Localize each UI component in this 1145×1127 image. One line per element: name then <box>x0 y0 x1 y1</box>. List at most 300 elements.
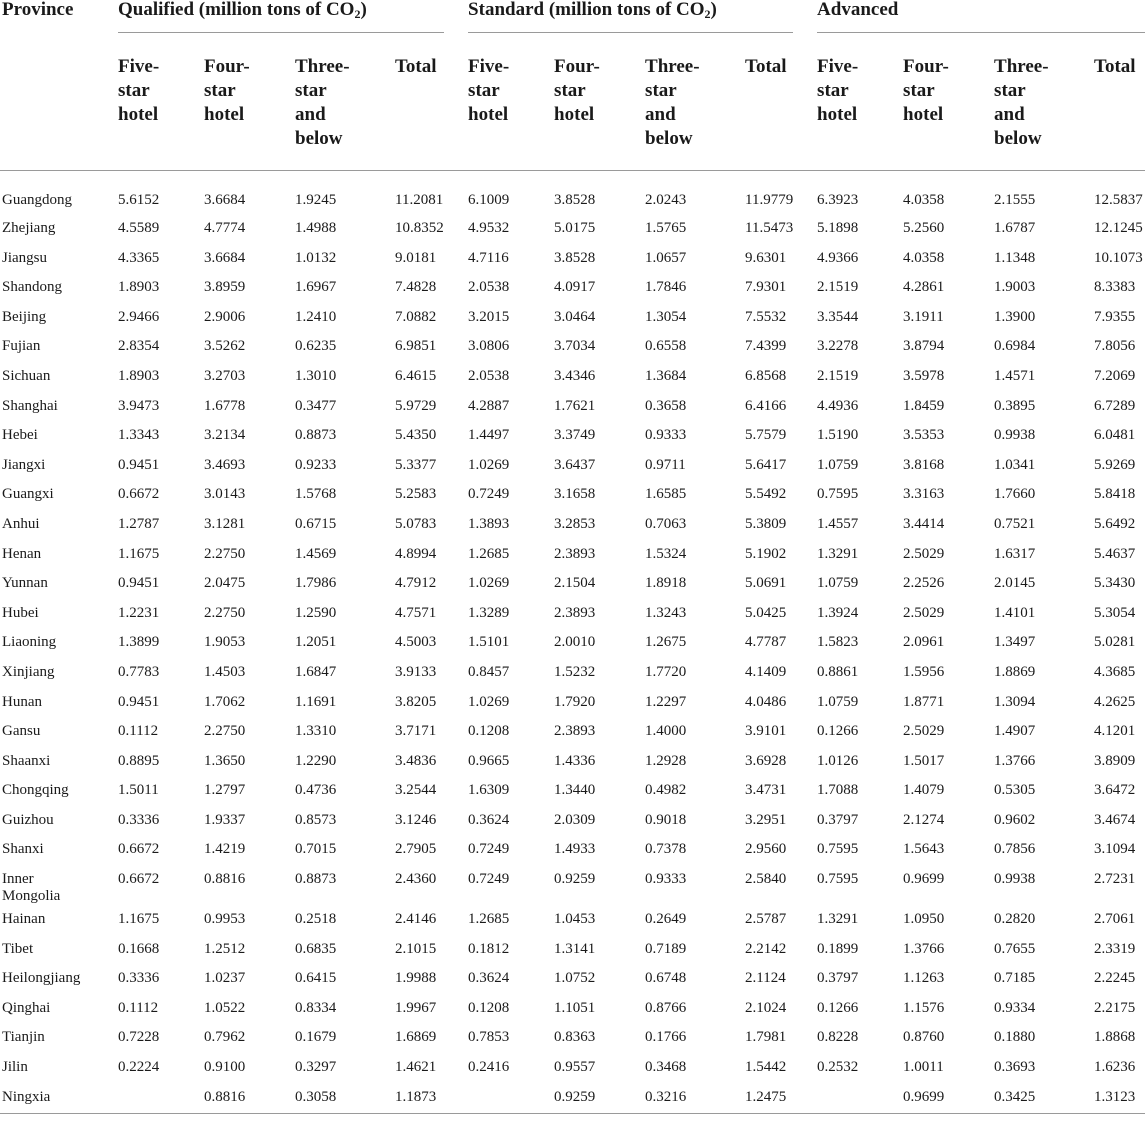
value-cell: 1.7920 <box>554 693 596 710</box>
value-cell: 1.0237 <box>204 970 246 987</box>
value-cell: 3.1246 <box>395 811 437 828</box>
value-cell: 2.3319 <box>1094 940 1136 957</box>
value-cell: 1.3243 <box>645 604 687 621</box>
value-cell: 1.0657 <box>645 249 687 266</box>
value-cell: 1.4497 <box>468 427 510 444</box>
value-cell: 6.4166 <box>745 397 787 414</box>
value-cell: 3.3163 <box>903 486 945 503</box>
value-cell <box>817 1083 903 1114</box>
value-cell: 4.0917 <box>554 279 596 296</box>
province-cell: Tianjin <box>2 1029 45 1046</box>
value-cell: 0.3624 <box>468 811 510 828</box>
value-cell: 1.8459 <box>903 397 945 414</box>
value-cell: 5.6152 <box>118 191 160 208</box>
value-cell: 0.8334 <box>295 999 337 1016</box>
group-header-advanced: Advanced <box>817 0 1145 36</box>
value-cell: 0.1668 <box>118 940 160 957</box>
value-cell: 3.2951 <box>745 811 787 828</box>
value-cell: 0.8363 <box>554 1029 596 1046</box>
table-row <box>0 451 1145 481</box>
value-cell: 7.0882 <box>395 308 437 325</box>
value-cell: 0.8861 <box>817 663 859 680</box>
value-cell: 3.9133 <box>395 663 437 680</box>
value-cell: 1.3650 <box>204 752 246 769</box>
value-cell: 0.6415 <box>295 970 337 987</box>
value-cell: 0.3216 <box>645 1083 745 1114</box>
value-cell: 6.3923 <box>817 191 859 208</box>
table-row <box>0 747 1145 777</box>
value-cell: 0.6672 <box>118 871 160 888</box>
group-header-qualified: Qualified (million tons of $CO_2$) <box>118 0 468 36</box>
value-cell: 3.8794 <box>903 338 945 355</box>
value-cell: 0.7783 <box>118 663 160 680</box>
province-cell: Jiangsu <box>2 249 47 266</box>
value-cell: 0.1208 <box>468 723 510 740</box>
value-cell: 1.0341 <box>994 456 1036 473</box>
value-cell: 1.4503 <box>204 663 246 680</box>
value-cell: 3.2544 <box>395 782 437 799</box>
value-cell: 1.7660 <box>994 486 1036 503</box>
subheader-total: Total <box>745 36 817 170</box>
value-cell: 3.1281 <box>204 515 246 532</box>
value-cell: 3.2134 <box>204 427 246 444</box>
value-cell: 0.9557 <box>554 1059 596 1076</box>
value-cell: 4.5003 <box>395 634 437 651</box>
value-cell: 3.0806 <box>468 338 510 355</box>
value-cell: 0.7015 <box>295 841 337 858</box>
value-cell: 3.7034 <box>554 338 596 355</box>
value-cell: 2.2750 <box>204 723 246 740</box>
value-cell: 5.3054 <box>1094 604 1136 621</box>
value-cell: 4.3685 <box>1094 663 1136 680</box>
value-cell: 0.7063 <box>645 515 687 532</box>
value-cell: 4.2625 <box>1094 693 1136 710</box>
table-row <box>0 332 1145 362</box>
value-cell: 3.6684 <box>204 249 246 266</box>
value-cell: 4.2861 <box>903 279 945 296</box>
value-cell: 1.7088 <box>817 782 859 799</box>
table-row <box>0 392 1145 422</box>
value-cell: 1.3497 <box>994 634 1036 651</box>
value-cell: 0.7856 <box>994 841 1036 858</box>
value-cell: 1.6778 <box>204 397 246 414</box>
value-cell: 0.7228 <box>118 1029 160 1046</box>
table-row <box>0 717 1145 747</box>
province-cell: Yunnan <box>2 575 48 592</box>
table-row <box>0 170 1145 214</box>
value-cell: 0.9259 <box>554 1083 645 1114</box>
value-cell: 1.1691 <box>295 693 337 710</box>
value-cell: 2.5787 <box>745 911 787 928</box>
value-cell: 0.1812 <box>468 940 510 957</box>
province-cell: Anhui <box>2 515 40 532</box>
value-cell: 1.0269 <box>468 693 510 710</box>
value-cell: 1.8903 <box>118 367 160 384</box>
value-cell: 5.3377 <box>395 456 437 473</box>
value-cell: 0.3797 <box>817 970 859 987</box>
value-cell: 1.2297 <box>645 693 687 710</box>
value-cell: 3.8528 <box>554 249 596 266</box>
value-cell: 3.5353 <box>903 427 945 444</box>
value-cell <box>118 1083 204 1114</box>
table-row <box>0 628 1145 658</box>
subheader-four-star-hotel: Four- star hotel <box>204 36 295 170</box>
value-cell: 1.1675 <box>118 545 160 562</box>
value-cell: 4.4936 <box>817 397 859 414</box>
value-cell: 1.3924 <box>817 604 859 621</box>
value-cell: 0.2820 <box>994 911 1036 928</box>
value-cell: 1.4101 <box>994 604 1036 621</box>
value-cell: 1.3893 <box>468 515 510 532</box>
province-cell: Ningxia <box>0 1083 118 1114</box>
value-cell: 0.2649 <box>645 911 687 928</box>
value-cell: 0.6235 <box>295 338 337 355</box>
value-cell: 0.5305 <box>994 782 1036 799</box>
value-cell: 0.9018 <box>645 811 687 828</box>
value-cell: 2.0243 <box>645 191 687 208</box>
value-cell: 12.5837 <box>1094 191 1143 208</box>
province-cell: Zhejiang <box>2 220 56 236</box>
value-cell: 0.8766 <box>645 999 687 1016</box>
province-cell: Chongqing <box>2 782 69 799</box>
value-cell: 0.1899 <box>817 940 859 957</box>
value-cell: 3.8528 <box>554 191 596 208</box>
value-cell: 1.8903 <box>118 279 160 296</box>
value-cell: 2.7061 <box>1094 911 1136 928</box>
value-cell: 2.0010 <box>554 634 596 651</box>
subheader-four-star-hotel: Four- star hotel <box>554 36 645 170</box>
value-cell: 0.8228 <box>817 1029 859 1046</box>
value-cell: 0.9938 <box>994 871 1036 888</box>
value-cell: 0.3624 <box>468 970 510 987</box>
value-cell: 11.2081 <box>395 191 444 208</box>
province-cell: Jilin <box>2 1059 28 1076</box>
value-cell: 1.1051 <box>554 999 596 1016</box>
subheader-five-star-hotel: Five- star hotel <box>118 36 204 170</box>
value-cell: 1.9967 <box>395 999 437 1016</box>
value-cell: 0.7189 <box>645 940 687 957</box>
value-cell: 2.9560 <box>745 841 787 858</box>
subheader-five-star-hotel: Five- star hotel <box>468 36 554 170</box>
value-cell: 3.4346 <box>554 367 596 384</box>
value-cell: 3.3749 <box>554 427 596 444</box>
province-cell: Guangxi <box>2 486 54 503</box>
value-cell: 0.1208 <box>468 999 510 1016</box>
value-cell: 1.3766 <box>994 752 1036 769</box>
value-cell: 1.0011 <box>903 1059 944 1076</box>
value-cell: 1.6309 <box>468 782 510 799</box>
value-cell: 1.0269 <box>468 575 510 592</box>
value-cell: 0.7853 <box>468 1029 510 1046</box>
table-row <box>0 303 1145 333</box>
value-cell: 4.5589 <box>118 220 160 236</box>
value-cell: 1.3054 <box>645 308 687 325</box>
value-cell: 0.3658 <box>645 397 687 414</box>
value-cell: 1.4621 <box>395 1059 437 1076</box>
value-cell: 0.2224 <box>118 1059 160 1076</box>
value-cell: 3.1911 <box>903 308 944 325</box>
subheader-total: Total <box>1094 36 1145 170</box>
value-cell: 2.1519 <box>817 279 859 296</box>
value-cell: 5.3809 <box>745 515 787 532</box>
value-cell: 1.5765 <box>645 220 687 236</box>
value-cell: 1.6236 <box>1094 1059 1136 1076</box>
value-cell: 1.4336 <box>554 752 596 769</box>
value-cell: 0.7962 <box>204 1029 246 1046</box>
value-cell: 1.6585 <box>645 486 687 503</box>
value-cell: 3.8909 <box>1094 752 1136 769</box>
province-cell: Guangdong <box>2 191 72 208</box>
value-cell: 1.8918 <box>645 575 687 592</box>
province-cell: Shaanxi <box>2 752 51 769</box>
value-cell: 1.2290 <box>295 752 337 769</box>
value-cell: 0.1112 <box>118 723 159 740</box>
value-cell: 3.2278 <box>817 338 859 355</box>
value-cell: 0.9233 <box>295 456 337 473</box>
province-cell: Hainan <box>2 911 46 928</box>
value-cell: 1.0759 <box>817 456 859 473</box>
value-cell: 0.1266 <box>817 999 859 1016</box>
value-cell: 1.6869 <box>395 1029 437 1046</box>
value-cell: 8.3383 <box>1094 279 1136 296</box>
value-cell: 1.5643 <box>903 841 945 858</box>
value-cell: 0.7249 <box>468 871 510 888</box>
value-cell: 0.3797 <box>817 811 859 828</box>
subheader-four-star-hotel: Four- star hotel <box>903 36 994 170</box>
province-cell: Liaoning <box>2 634 57 651</box>
group-header-standard: Standard (million tons of $CO_2$) <box>468 0 817 36</box>
value-cell: 2.7905 <box>395 841 437 858</box>
province-cell: Guizhou <box>2 811 54 828</box>
value-cell: 5.1898 <box>817 220 859 236</box>
value-cell: 1.2051 <box>295 634 337 651</box>
value-cell: 6.4615 <box>395 367 437 384</box>
value-cell: 0.9451 <box>118 693 160 710</box>
value-cell: 0.7655 <box>994 940 1036 957</box>
table-row <box>0 806 1145 836</box>
value-cell: 10.1073 <box>1094 249 1143 266</box>
value-cell: 4.1201 <box>1094 723 1136 740</box>
province-cell: Beijing <box>2 308 47 325</box>
value-cell: 0.9334 <box>994 999 1036 1016</box>
value-cell: 7.4399 <box>745 338 787 355</box>
value-cell: 1.0269 <box>468 456 510 473</box>
value-cell: 1.4000 <box>645 723 687 740</box>
table-row <box>0 214 1145 244</box>
value-cell: 5.2583 <box>395 486 437 503</box>
value-cell: 2.0145 <box>994 575 1036 592</box>
value-cell: 11.5473 <box>745 220 794 236</box>
value-cell: 6.9851 <box>395 338 437 355</box>
value-cell: 0.8816 <box>204 871 246 888</box>
value-cell: 7.2069 <box>1094 367 1136 384</box>
value-cell: 2.0309 <box>554 811 596 828</box>
value-cell: 7.4828 <box>395 279 437 296</box>
value-cell: 0.8895 <box>118 752 160 769</box>
value-cell: 0.3058 <box>295 1083 395 1114</box>
value-cell: 0.3895 <box>994 397 1036 414</box>
province-cell: Jiangxi <box>2 456 46 473</box>
value-cell: 1.1576 <box>903 999 945 1016</box>
group-header-row <box>0 0 1145 36</box>
value-cell: 1.7720 <box>645 663 687 680</box>
value-cell: 2.2750 <box>204 604 246 621</box>
value-cell: 0.9602 <box>994 811 1036 828</box>
value-cell: 4.1409 <box>745 663 787 680</box>
value-cell: 1.6847 <box>295 663 337 680</box>
value-cell: 1.0522 <box>204 999 246 1016</box>
value-cell: 1.0752 <box>554 970 596 987</box>
value-cell: 0.9711 <box>645 456 686 473</box>
value-cell: 0.9938 <box>994 427 1036 444</box>
province-cell: Tibet <box>2 940 34 957</box>
province-cell: Shanghai <box>2 397 58 414</box>
value-cell: 4.3365 <box>118 249 160 266</box>
value-cell: 0.9259 <box>554 871 596 888</box>
value-cell: 2.1519 <box>817 367 859 384</box>
value-cell: 0.3468 <box>645 1059 687 1076</box>
value-cell: 1.5011 <box>118 782 159 799</box>
value-cell: 3.2703 <box>204 367 246 384</box>
value-cell: 2.7231 <box>1094 871 1136 888</box>
value-cell: 5.1902 <box>745 545 787 562</box>
value-cell: 3.1094 <box>1094 841 1136 858</box>
value-cell: 1.5232 <box>554 663 596 680</box>
value-cell: 1.5017 <box>903 752 945 769</box>
value-cell: 3.4414 <box>903 515 945 532</box>
value-cell: 1.8868 <box>1094 1029 1136 1046</box>
value-cell: 3.9473 <box>118 397 160 414</box>
value-cell: 5.5492 <box>745 486 787 503</box>
value-cell: 0.7521 <box>994 515 1036 532</box>
value-cell: 3.6684 <box>204 191 246 208</box>
subheader-three-star-and-below: Three- star and below <box>295 36 395 170</box>
value-cell: 3.1658 <box>554 486 596 503</box>
table-row <box>0 964 1145 994</box>
value-cell: 1.5101 <box>468 634 510 651</box>
value-cell: 0.7595 <box>817 871 859 888</box>
subheader-total: Total <box>395 36 468 170</box>
value-cell: 2.2142 <box>745 940 787 957</box>
value-cell: 4.0486 <box>745 693 787 710</box>
value-cell: 3.6437 <box>554 456 596 473</box>
value-cell: 4.7912 <box>395 575 437 592</box>
value-cell: 0.8873 <box>295 871 337 888</box>
value-cell: 2.5029 <box>903 545 945 562</box>
value-cell: 1.2675 <box>645 634 687 651</box>
value-cell: 2.4146 <box>395 911 437 928</box>
value-cell: 5.6417 <box>745 456 787 473</box>
value-cell: 1.2797 <box>204 782 246 799</box>
value-cell: 1.4557 <box>817 515 859 532</box>
value-cell: 5.9269 <box>1094 456 1136 473</box>
value-cell: 1.9003 <box>994 279 1036 296</box>
value-cell: 1.8771 <box>903 693 945 710</box>
value-cell: 1.9053 <box>204 634 246 651</box>
value-cell: 1.5956 <box>903 663 945 680</box>
value-cell: 1.3291 <box>817 911 859 928</box>
province-cell: Fujian <box>2 338 41 355</box>
value-cell: 4.8994 <box>395 545 437 562</box>
subheader-three-star-and-below: Three- star and below <box>645 36 745 170</box>
value-cell: 0.7595 <box>817 486 859 503</box>
value-cell: 0.8760 <box>903 1029 945 1046</box>
value-cell: 0.9665 <box>468 752 510 769</box>
table-row <box>0 273 1145 303</box>
value-cell: 5.3430 <box>1094 575 1136 592</box>
value-cell: 10.8352 <box>395 220 444 236</box>
value-cell: 1.3440 <box>554 782 596 799</box>
table-row <box>0 244 1145 274</box>
value-cell: 0.9699 <box>903 1083 994 1114</box>
province-cell: Henan <box>2 545 42 562</box>
value-cell: 0.7249 <box>468 841 510 858</box>
value-cell: 3.4693 <box>204 456 246 473</box>
value-cell: 1.4988 <box>295 220 337 236</box>
value-cell: 3.0464 <box>554 308 596 325</box>
value-cell: 1.3010 <box>295 367 337 384</box>
value-cell: 3.2015 <box>468 308 510 325</box>
table-body <box>0 170 1145 1114</box>
value-cell: 1.4079 <box>903 782 945 799</box>
value-cell: 7.5532 <box>745 308 787 325</box>
value-cell: 1.2928 <box>645 752 687 769</box>
value-cell: 1.9337 <box>204 811 246 828</box>
value-cell: 0.3336 <box>118 811 160 828</box>
value-cell: 0.4736 <box>295 782 337 799</box>
value-cell: 1.2231 <box>118 604 160 621</box>
value-cell: 0.4982 <box>645 782 687 799</box>
value-cell: 6.0481 <box>1094 427 1136 444</box>
value-cell: 1.1873 <box>395 1083 468 1114</box>
value-cell: 3.6928 <box>745 752 787 769</box>
value-cell: 0.6748 <box>645 970 687 987</box>
value-cell: 6.8568 <box>745 367 787 384</box>
value-cell: 2.0538 <box>468 279 510 296</box>
value-cell: 3.5262 <box>204 338 246 355</box>
value-cell: 0.3693 <box>994 1059 1036 1076</box>
table-row <box>0 776 1145 806</box>
value-cell: 1.9245 <box>295 191 337 208</box>
value-cell: 0.3477 <box>295 397 337 414</box>
value-cell: 2.4360 <box>395 871 437 888</box>
value-cell: 1.2410 <box>295 308 337 325</box>
value-cell: 1.8869 <box>994 663 1036 680</box>
value-cell: 2.3893 <box>554 723 596 740</box>
value-cell: 5.7579 <box>745 427 787 444</box>
value-cell: 3.8959 <box>204 279 246 296</box>
value-cell: 1.2685 <box>468 911 510 928</box>
value-cell: 1.0950 <box>903 911 945 928</box>
value-cell: 0.9333 <box>645 871 687 888</box>
table-row <box>0 905 1145 935</box>
value-cell: 1.4907 <box>994 723 1036 740</box>
value-cell: 2.9466 <box>118 308 160 325</box>
value-cell: 0.6558 <box>645 338 687 355</box>
value-cell: 1.0759 <box>817 693 859 710</box>
value-cell: 1.4219 <box>204 841 246 858</box>
value-cell: 2.0538 <box>468 367 510 384</box>
value-cell: 2.5029 <box>903 604 945 621</box>
value-cell: 0.2532 <box>817 1059 859 1076</box>
value-cell: 0.8457 <box>468 663 510 680</box>
table-row <box>0 510 1145 540</box>
value-cell: 2.9006 <box>204 308 246 325</box>
value-cell: 2.2175 <box>1094 999 1136 1016</box>
table-row <box>0 569 1145 599</box>
value-cell: 6.1009 <box>468 191 510 208</box>
value-cell: 1.7986 <box>295 575 337 592</box>
